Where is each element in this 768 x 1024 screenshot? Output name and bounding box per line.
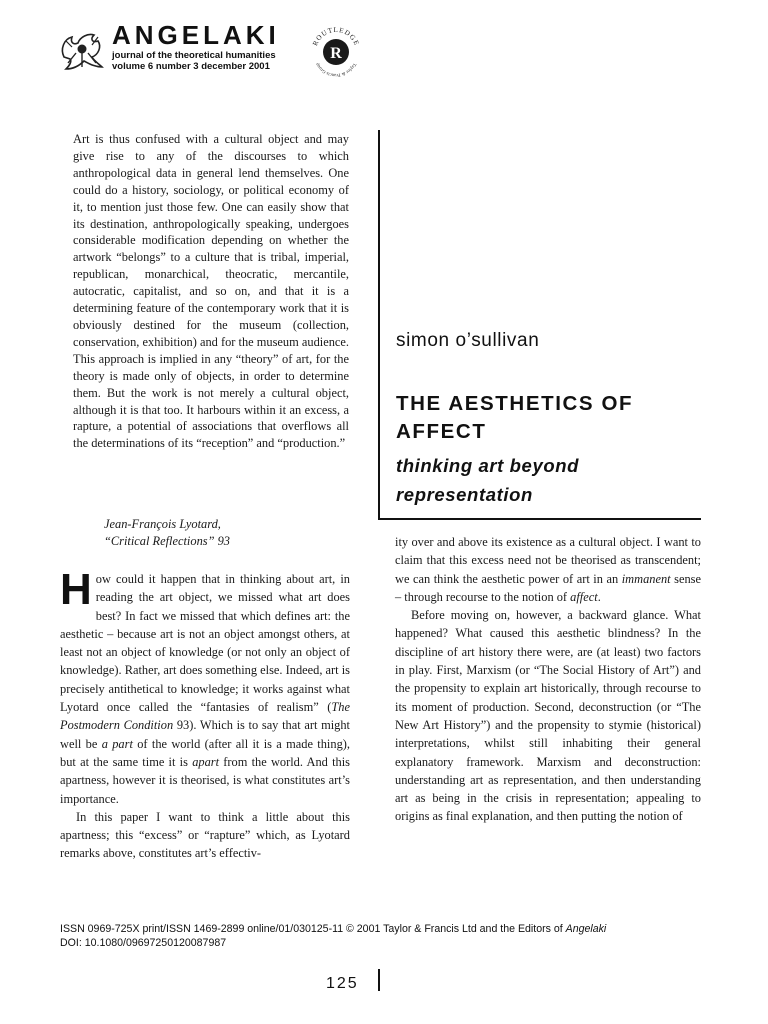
body-paragraph	[395, 533, 701, 606]
journal-subtitle: journal of the theoretical humanities	[112, 50, 276, 61]
epigraph-author: Jean-François Lyotard,	[104, 517, 221, 531]
italic-run: a part	[101, 736, 133, 751]
epigraph-quote: Art is thus confused with a cultural object and may give rise to any of the discourses to which anthropological data in general lend themselves. One could do a history, sociology, or political economy of it, to mention just those few. One can easily show that its destination, anthropologically speaking, undergoes considerable modification depending on whether the artwork “belongs” to a culture that is tribal, imperial, republican, monarchical, theocratic, mercantile, autocratic, capitalist, and so on, and that it is a determining feature of the contemporary work that it is obviously destined for the museum (collection, conservation, exhibition) and for the museum audience. This approach is implied in any “theory” of art, for the theory is made only of objects, in order to determine them. But the work is not merely a cultural object, although it is that too. It harbours within it an excess, a rapture, a potential of associations that overflows all the determinations of its “reception” and “production.”	[73, 132, 349, 451]
footer-issn	[60, 922, 606, 936]
body-paragraph	[395, 606, 701, 826]
journal-subtitle-block	[112, 50, 276, 72]
page-number-rule	[378, 969, 380, 991]
paragraph-text: ity over and above its existence as a cultural object. I want to claim that this excess need not be theorised as transcendent; we can think the aesthetic power of art in an immanent sense – through recourse to the notion of affect.	[395, 535, 701, 604]
drop-cap: H	[60, 565, 92, 614]
body-column-left	[60, 565, 350, 863]
body-paragraph	[60, 565, 350, 808]
paragraph-text: ow could it happen that in thinking about art, in reading the art object, we missed what art does best? In fact we missed that which defines art: the aesthetic – because art is not an object amongst others, at least not an object of knowledge (or not only an object of knowledge). Rather, art does something else. Indeed, art is precisely antithetical to knowledge; it works against what Lyotard once called the “fantasies of realism” (The Postmodern Condition 93). Which is to say that art might well be a part of the world (after all it is a made thing), but at the same time it is apart from the world. And this apartness, however it is theorised, is what constitutes art’s importance.	[60, 572, 350, 806]
italic-run: The Postmodern Condition	[60, 700, 350, 733]
publisher-letter: R	[330, 45, 342, 62]
footer-journal-name: Angelaki	[565, 923, 607, 935]
article-title: THE AESTHETICS OF AFFECT	[396, 392, 634, 443]
italic-run: immanent	[621, 571, 671, 586]
article-subtitle: thinking art beyond representation	[396, 455, 580, 505]
author-name: simon o’sullivan	[396, 330, 540, 351]
footer-doi: DOI: 10.1080/09697250120087987	[60, 937, 227, 949]
publisher-seal-bottom: Taylor & Francis Group	[314, 62, 358, 79]
journal-issue: volume 6 number 3 december 2001	[112, 61, 270, 72]
title-vertical-rule	[378, 130, 380, 520]
journal-title: ANGELAKI	[112, 20, 280, 50]
body-column-right	[395, 533, 701, 826]
italic-run: affect	[570, 589, 598, 604]
publisher-seal-top: ROUTLEDGE	[311, 25, 361, 48]
body-paragraph	[60, 808, 350, 863]
italic-run: apart	[192, 754, 220, 769]
epigraph-work: “Critical Reflections” 93	[104, 534, 230, 548]
paragraph-text: Before moving on, however, a backward glance. What happened? What caused this aesthetic blindness? In the discipline of art history there were, are (at least) two factors in play. First, Marxism (or “The Social History of Art”) and the propensity to explain art historically, through recourse to its moment of production. Second, deconstruction (or “The New Art History”) and the propensity to stymie (historical) interpretations, whilst still inhabiting their general explanatory framework. Marxism and deconstruction: understanding art as representation, and then understanding art as being in the crisis in representation; appealing to origins as final explanation, and then putting the notion of	[395, 608, 701, 824]
routledge-seal-icon	[306, 20, 366, 80]
page-number: 125	[326, 975, 359, 992]
angelaki-logo-icon	[58, 27, 106, 73]
epigraph-attribution	[104, 516, 230, 550]
paragraph-text: In this paper I want to think a little about this apartness; this “excess” or “rapture” which, as Lyotard remarks above, constitutes art’s effectiv-	[60, 809, 350, 861]
footer-issn-text: ISSN 0969-725X print/ISSN 1469-2899 online/01/030125-11 © 2001 Taylor & Francis Ltd and the Editors of	[60, 923, 566, 935]
title-horizontal-rule	[378, 518, 701, 520]
